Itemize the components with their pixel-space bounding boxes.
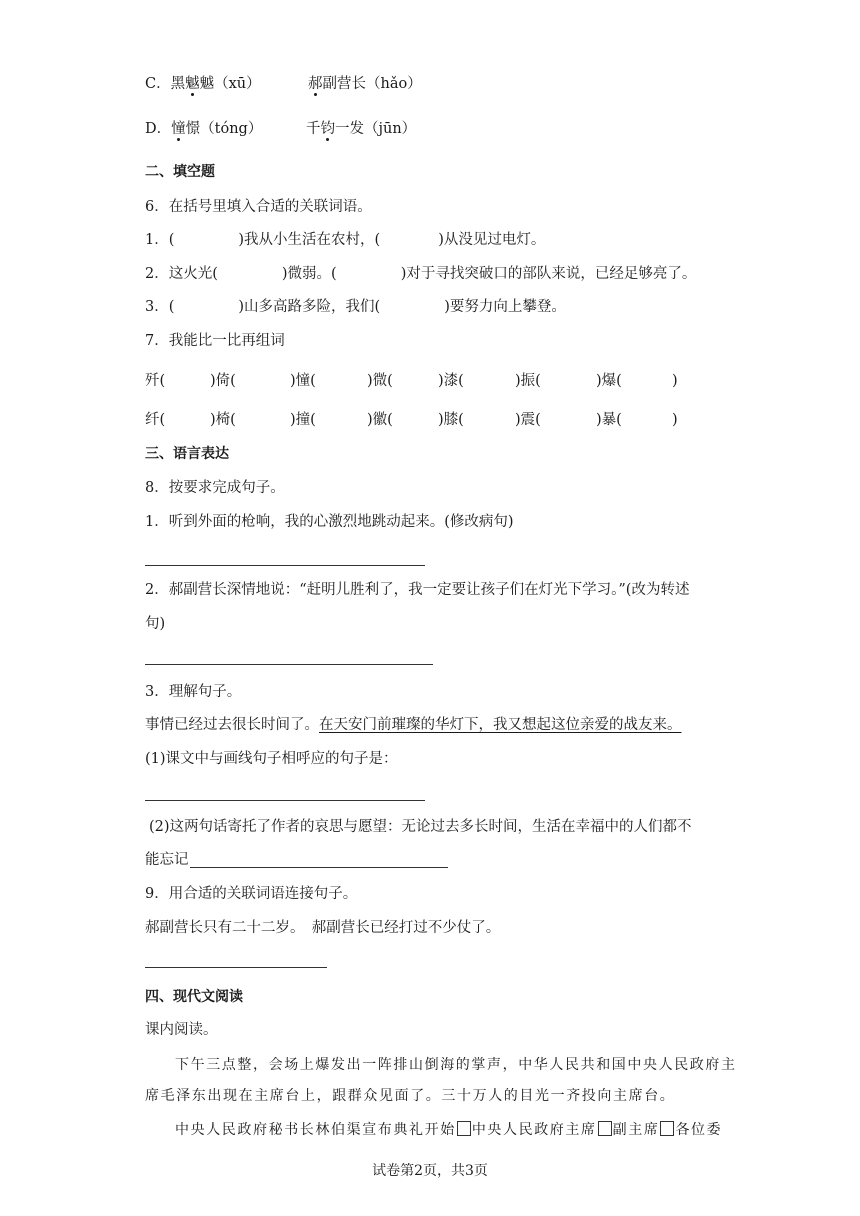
text: 副主席 [612, 1122, 660, 1138]
page-footer: 试卷第2页，共3页 [372, 1163, 488, 1179]
word-cell: )膝( [438, 412, 464, 428]
q8-item-3: 3．理解句子。 [145, 684, 242, 700]
answer-line[interactable] [145, 967, 327, 968]
section-heading-expression: 三、语言表达 [145, 446, 229, 462]
word-cell: 纤( [145, 412, 166, 428]
q8-stem: 8．按要求完成句子。 [145, 480, 285, 496]
q8-sentence-1: 1．听到外面的枪响，我的心激烈地跳动起来。(修改病句) [145, 514, 514, 530]
q9-sentence: 郝副营长只有二十二岁。 郝副营长已经打过不少仗了。 [145, 920, 501, 936]
q7-stem: 7．我能比一比再组词 [145, 333, 285, 349]
q8-sub-2-line1: (2)这两句话寄托了作者的哀思与愿望：无论过去多长时间，生活在幸福中的人们都不 [149, 819, 692, 835]
word-cell: )暴( [596, 412, 622, 428]
word-part: 黑 [170, 76, 186, 92]
reading-intro: 课内阅读。 [145, 1022, 218, 1038]
quote-plain: 事情已经过去很长时间了。 [145, 717, 319, 733]
q8-quote [145, 715, 682, 735]
punctuation-box[interactable] [660, 1121, 674, 1136]
answer-line[interactable] [145, 664, 433, 665]
word-cell: )微( [367, 373, 393, 389]
text: 1．( [145, 232, 175, 248]
passage-p2-line1 [175, 1120, 722, 1140]
word-cell: )倚( [210, 373, 236, 389]
option-d [145, 119, 262, 139]
answer-line[interactable] [145, 565, 425, 566]
passage-p1-line2: 席毛泽东出现在主席台上，跟群众见面了。三十万人的目光一齐投向主席台。 [145, 1088, 676, 1104]
pinyin: （hǎo） [366, 76, 422, 92]
word-part: 憬 [185, 121, 201, 137]
word-cell: )憧( [290, 373, 316, 389]
option-label: D． [145, 121, 172, 137]
punctuation-box[interactable] [457, 1121, 471, 1136]
passage-p1-line1: 下午三点整，会场上爆发出一阵排山倒海的掌声，中华人民共和国中央人民政府主 [175, 1057, 737, 1073]
text: )对于寻找突破口的部队来说，已经足够亮了。 [400, 266, 697, 282]
answer-line[interactable] [145, 800, 425, 801]
text: )山多高路多险，我们( [238, 299, 381, 315]
q9-stem: 9．用合适的关联词语连接句子。 [145, 886, 358, 902]
dotted-char: 憧 [171, 121, 186, 137]
word-cell: )徽( [367, 412, 393, 428]
text: 中央人民政府主席 [471, 1122, 597, 1138]
word-part: 魆 [199, 76, 215, 92]
text: 2．这火光( [145, 266, 218, 282]
section-heading-reading: 四、现代文阅读 [145, 989, 243, 1005]
q8-sub-1: (1)课文中与画线句子相呼应的句子是： [145, 751, 398, 767]
punctuation-box[interactable] [598, 1121, 612, 1136]
word-part: 一发 [335, 121, 364, 137]
dotted-char: 钧 [320, 121, 335, 137]
word-part: 副营长 [322, 76, 366, 92]
section-heading-fill-blank: 二、填空题 [145, 164, 215, 180]
word-cell: )漆( [438, 373, 464, 389]
answer-line[interactable] [190, 867, 448, 868]
quote-underlined: 在天安门前璀璨的华灯下，我又想起这位亲爱的战友来。 [319, 717, 682, 733]
pinyin: （tóng） [200, 121, 263, 137]
text: )要努力向上攀登。 [444, 299, 566, 315]
word-cell: )撞( [290, 412, 316, 428]
word-cell: )震( [515, 412, 541, 428]
word-cell: ) [672, 373, 678, 389]
word-cell: ) [672, 412, 678, 428]
dotted-char: 魆 [185, 76, 200, 92]
word-cell: 歼( [145, 373, 166, 389]
word-cell: )振( [515, 373, 541, 389]
q6-item-3 [145, 297, 566, 317]
q8-sentence-2-line1: 2．郝副营长深情地说：“赶明儿胜利了，我一定要让孩子们在灯光下学习。”(改为转述 [145, 582, 690, 598]
q6-item-2 [145, 264, 696, 284]
word-part: 千 [306, 121, 321, 137]
q8-sub-2-line2 [145, 850, 189, 870]
option-c [145, 74, 261, 94]
option-d-word2 [306, 119, 416, 139]
word-cell: )爆( [596, 373, 622, 389]
text: 各位委 [675, 1122, 723, 1138]
pinyin: （xū） [214, 76, 261, 92]
text: 中央人民政府秘书长林伯渠宣布典礼开始 [175, 1122, 456, 1138]
text: 3．( [145, 299, 175, 315]
dotted-char: 郝 [308, 76, 323, 92]
q8-sentence-2-line2: 句) [145, 616, 166, 632]
word-cell: )椅( [210, 412, 236, 428]
pinyin: （jūn） [364, 121, 417, 137]
q6-item-1 [145, 230, 545, 250]
option-c-word2 [308, 74, 422, 94]
text: )微弱。( [281, 266, 337, 282]
q6-stem: 6．在括号里填入合适的关联词语。 [145, 199, 372, 215]
option-label: C． [145, 76, 171, 92]
text: 能忘记 [145, 852, 189, 868]
text: )我从小生活在农村，( [238, 232, 381, 248]
text: )从没见过电灯。 [438, 232, 546, 248]
